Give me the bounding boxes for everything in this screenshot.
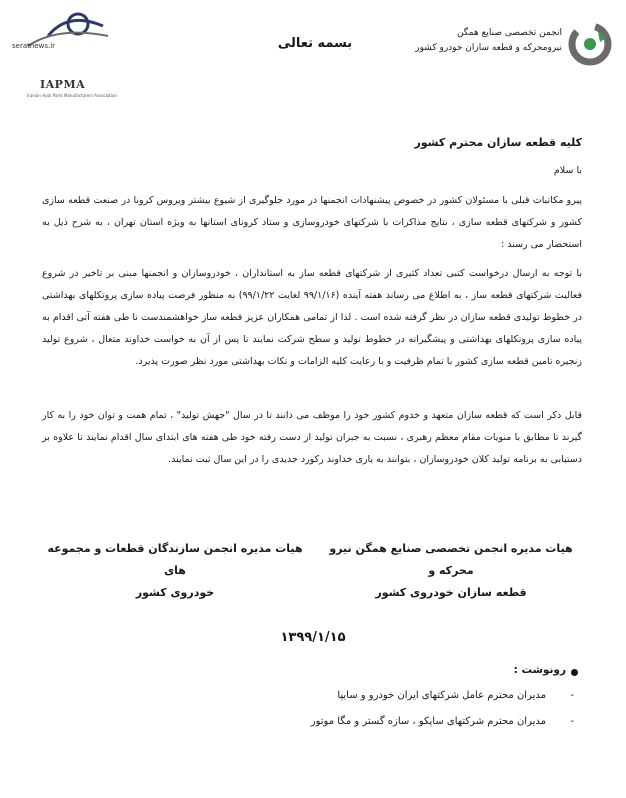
cc-item: مدیران محترم عامل شرکتهای ایران خودرو و سایپا xyxy=(337,690,546,701)
letter-paragraph-1: پیرو مکاتبات قبلی با مسئولان کشور در خصوص پیشنهادات انجمنها در مورد جلوگیری از شیوع بیشتر ویروس کرونا در صنعت قطعه سازی کشور و شرکتهای قطعه سازی ، نتایج مذاکرات با شرکتهای خودروسازی و ستاد کرونای استانها به ویژه استان تهران ، به شرح ذیل به استحضار می رسند : xyxy=(42,195,582,250)
cc-item: مدیران محترم شرکتهای ساپکو ، سازه گستر و مگا موتور xyxy=(310,716,546,727)
signature-left xyxy=(40,538,310,604)
signature-right-line2: قطعه سازان خودروی کشور xyxy=(375,586,527,599)
signature-right-line1: هیات مدیره انجمن تخصصی صنایع همگن نیرو محرکه و xyxy=(329,542,573,577)
letter-greeting: با سلام xyxy=(553,165,582,176)
signature-left-line2: خودروی کشور xyxy=(135,586,215,599)
dash-icon: - xyxy=(570,690,574,701)
seratnews-logo-icon xyxy=(8,6,128,76)
dash-icon: - xyxy=(570,716,574,727)
iapma-association-name: Iranian Auto Parts Manufacturers Association xyxy=(27,93,117,98)
org-name-line2: نیرومحرکه و قطعه سازان خودرو کشور xyxy=(415,43,562,53)
bullet-icon xyxy=(571,669,578,676)
org-name xyxy=(362,26,562,56)
org-name-line1: انجمن تخصصی صنایع همگن xyxy=(456,28,562,38)
iapma-logo-text: IAPMA xyxy=(40,78,86,91)
letter-paragraph-3: قابل ذکر است که قطعه سازان متعهد و خدوم کشور خود را موظف می دانند تا در سال "جهش تولید" ، تمام همت و توان خود را به کار گیرند تا مطابق با منویات مقام معظم رهبری ، نسبت به جبران تولید از دست رفته خود طی هفته های ابتدای سال اقدام نمایند تا علاوه بر دستیابی به برنامه تولید کلان خودروسازان ، بتوانند به یاری خداوند رکورد جدیدی را در این سال ثبت نمایند. xyxy=(42,410,582,465)
watermark-text: seratnews.ir xyxy=(12,42,56,50)
letter-paragraph-2: با توجه به ارسال درخواست کتبی تعداد کثیری از شرکتهای قطعه ساز به استانداران ، خودروسازان و انجمنها مبنی بر تاخیر در شروع فعالیت شرکتهای قطعه ساز ، به اطلاع می رساند هفته آینده (۹۹/۱/۱۶ لغایت ۹۹/۱/۲۲) به منظور فرصت پیاده سازی پروتکلهای بهداشتی در خطوط تولیدی قطعه سازان در نظر گرفته شده است . لذا از تمامی همکاران عزیز قطعه ساز خواهشمندست تا طی هفته آتی اقدام به پیاده سازی پروتکلهای بهداشتی و پیشگیرانه در خطوط تولید و سطح شرکت نمایند تا پس از آن به خواست خداوند متعال ، شروع تولید زنجیره تامین قطعه سازی کشور با تمام ظرفیت و با رعایت کلیه الزامات و نکات بهداشتی مورد نظر صورت پذیرد. xyxy=(42,268,582,367)
signature-left-line1: هیات مدیره انجمن سازندگان قطعات و مجموعه های xyxy=(47,542,303,577)
cc-title: رونوشت : xyxy=(513,664,566,676)
basmala-heading: بسمه تعالی xyxy=(277,36,353,51)
letter-addressee: کلیه قطعه سازان محترم کشور xyxy=(414,136,582,149)
letter-date: ۱۳۹۹/۱/۱۵ xyxy=(280,630,346,645)
signature-right xyxy=(316,538,586,604)
association-logo-icon xyxy=(568,22,612,66)
